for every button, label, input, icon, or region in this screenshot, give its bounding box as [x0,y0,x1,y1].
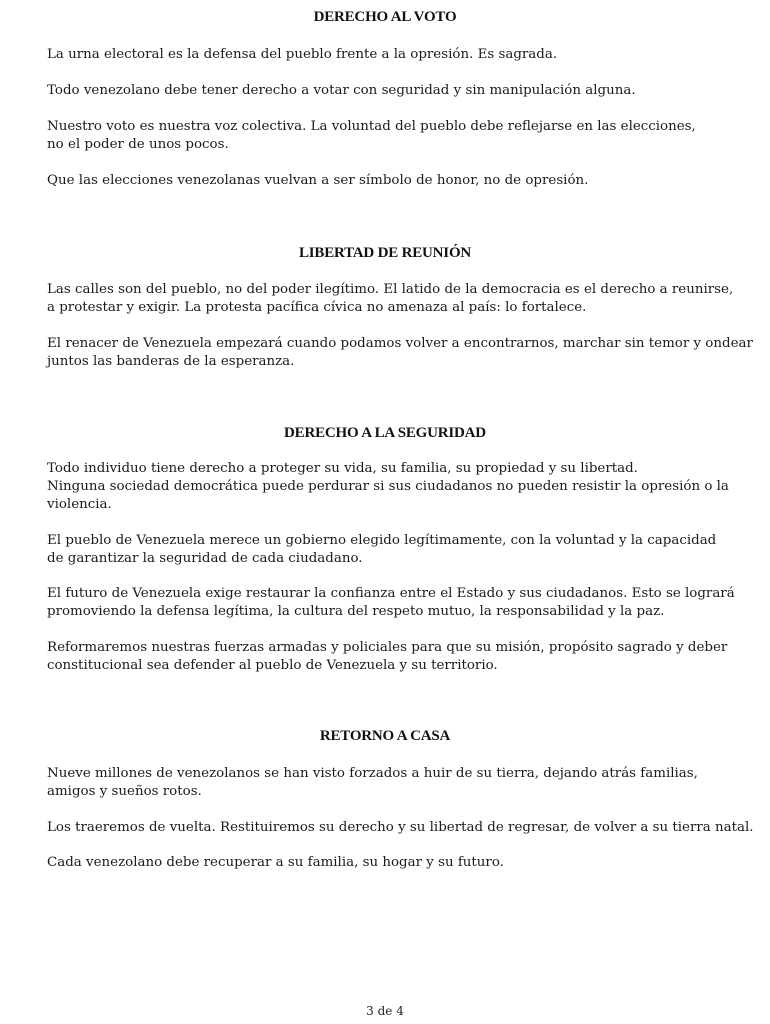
section-heading-libertad-de-reunion: LIBERTAD DE REUNIÓN [298,245,472,261]
paragraph: Los traeremos de vuelta. Restituiremos su derecho y su libertad de regresar, de volver a su tierra natal. [47,820,754,835]
section-heading-derecho-a-la-seguridad: DERECHO A LA SEGURIDAD [284,425,486,441]
paragraph: Nuestro voto es nuestra voz colectiva. La voluntad del pueblo debe reflejarse en las elecciones, no el poder de unos pocos. [47,119,696,152]
paragraph: Las calles son del pueblo, no del poder ilegítimo. El latido de la democracia es el derecho a reunirse, a protestar y exigir. La protesta pacífica cívica no amenaza al país: lo fortalece. [47,282,734,315]
paragraph: El renacer de Venezuela empezará cuando podamos volver a encontrarnos, marchar sin temor y ondear juntos las banderas de la esperanza. [47,336,753,369]
section-heading-retorno-a-casa: RETORNO A CASA [319,728,451,744]
paragraph: Todo venezolano debe tener derecho a votar con seguridad y sin manipulación alguna. [47,83,636,98]
paragraph: El pueblo de Venezuela merece un gobierno elegido legítimamente, con la voluntad y la capacidad de garantizar la seguridad de cada ciudadano. [47,533,717,566]
paragraph: Que las elecciones venezolanas vuelvan a ser símbolo de honor, no de opresión. [47,173,589,188]
section-heading-derecho-al-voto: DERECHO AL VOTO [313,9,457,25]
paragraph: Todo individuo tiene derecho a proteger su vida, su familia, su propiedad y su libertad. Ninguna sociedad democrática puede perdurar si sus ciudadanos no pueden resistir la opresión o la violencia. [47,461,729,512]
paragraph: Reformaremos nuestras fuerzas armadas y policiales para que su misión, propósito sagrado y deber constitucional sea defender al pueblo de Venezuela y su territorio. [47,640,728,673]
page-number: 3 de 4 [366,1004,404,1018]
paragraph: Nueve millones de venezolanos se han visto forzados a huir de su tierra, dejando atrás familias, amigos y sueños rotos. [47,766,698,799]
paragraph: Cada venezolano debe recuperar a su familia, su hogar y su futuro. [47,855,504,870]
paragraph: El futuro de Venezuela exige restaurar la confianza entre el Estado y sus ciudadanos. Esto se logrará promoviendo la defensa legítima, la cultura del respeto mutuo, la responsabilidad y la paz. [47,586,735,619]
paragraph: La urna electoral es la defensa del pueblo frente a la opresión. Es sagrada. [47,47,558,62]
